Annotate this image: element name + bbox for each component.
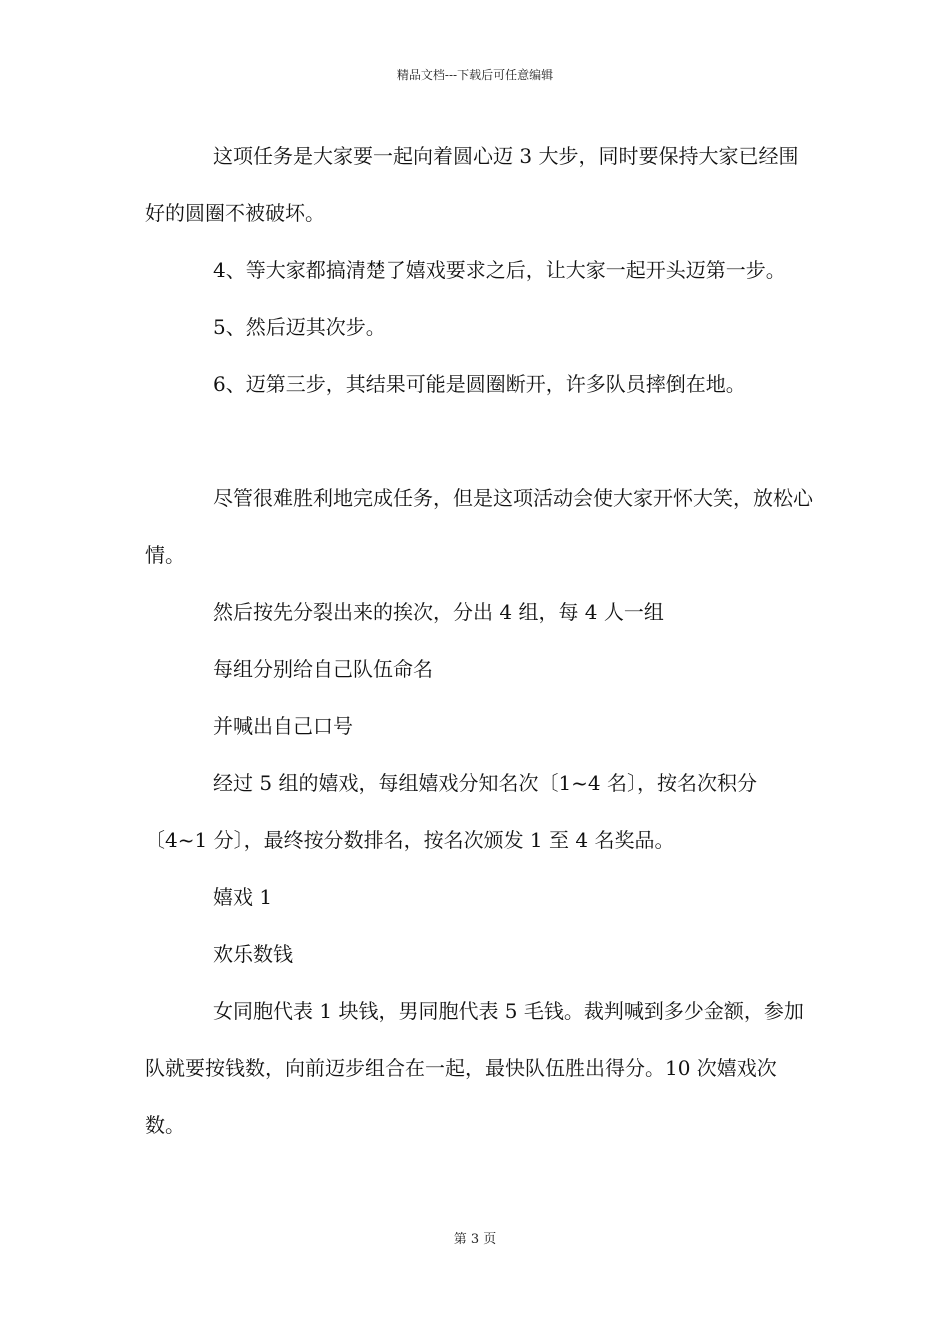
paragraph: 然后按先分裂出来的挨次，分出 4 组，每 4 人一组 (213, 600, 664, 624)
page-number: 第 3 页 (453, 1232, 497, 1247)
paragraph: 女同胞代表 1 块钱，男同胞代表 5 毛钱。裁判喊到多少金额，参加队就要按钱数，向前迈步组合在一起，最快队伍胜出得分。10 次嬉戏次数。 (145, 999, 804, 1137)
paragraph: 每组分别给自己队伍命名 (213, 657, 433, 681)
paragraph: 4、等大家都搞清楚了嬉戏要求之后，让大家一起开头迈第一步。 (213, 258, 786, 282)
section-heading: 嬉戏 1 (213, 885, 273, 909)
paragraph: 经过 5 组的嬉戏，每组嬉戏分知名次〔1~4 名〕，按名次积分〔4~1 分〕，最终按分数排名，按名次颁发 1 至 4 名奖品。 (145, 771, 758, 852)
document-body (145, 128, 815, 1154)
paragraph: 并喊出自己口号 (213, 714, 353, 738)
paragraph: 尽管很难胜利地完成任务，但是这项活动会使大家开怀大笑，放松心情。 (145, 486, 813, 567)
section-subheading: 欢乐数钱 (213, 942, 293, 966)
paragraph: 这项任务是大家要一起向着圆心迈 3 大步，同时要保持大家已经围好的圆圈不被破坏。 (145, 144, 799, 225)
page-header: 精品文档---下载后可任意编辑 (396, 68, 554, 82)
paragraph: 6、迈第三步，其结果可能是圆圈断开，许多队员摔倒在地。 (213, 372, 746, 396)
paragraph: 5、然后迈其次步。 (213, 315, 386, 339)
